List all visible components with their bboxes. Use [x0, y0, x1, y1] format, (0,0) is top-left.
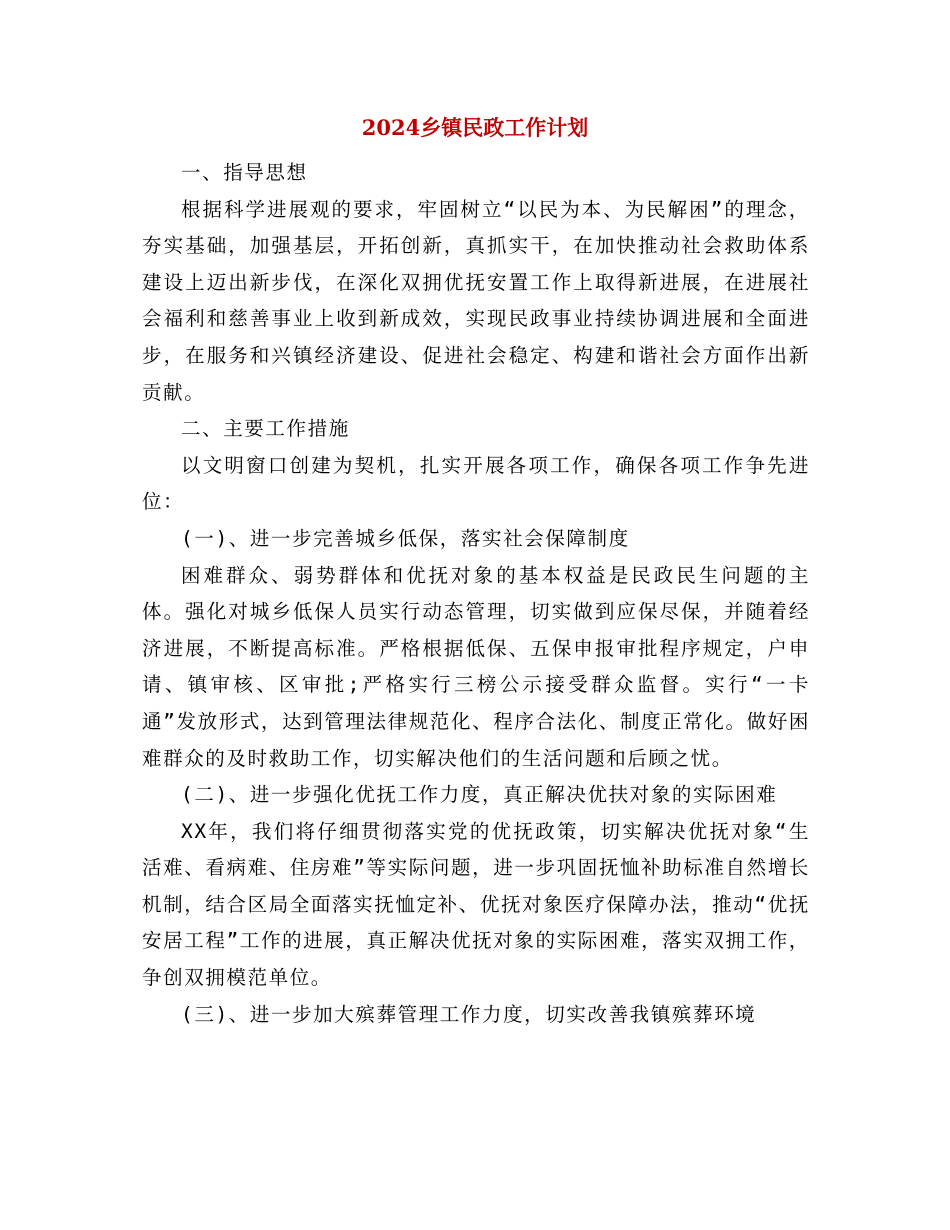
paragraph-subsection-1: 困难群众、弱势群体和优抚对象的基本权益是民政民生问题的主体。强化对城乡低保人员实行动态管理，切实做到应保尽保，并随着经济进展，不断提高标准。严格根据低保、五保申报审批程序规定，户申请、镇审核、区审批;严格实行三榜公示接受群众监督。实行“一卡通”发放形式，达到管理法律规范化、程序合法化、制度正常化。做好困难群众的及时救助工作，切实解决他们的生活问题和后顾之忧。 — [142, 563, 810, 770]
section-heading-main-measures: 二、主要工作措施 — [181, 417, 350, 441]
subsection-heading-2: (二)、进一步强化优抚工作力度，真正解决优扶对象的实际困难 — [181, 783, 778, 807]
subsection-heading-3: (三)、进一步加大殡葬管理工作力度，切实改善我镇殡葬环境 — [181, 1002, 757, 1026]
section-heading-guiding-ideology: 一、指导思想 — [181, 161, 308, 184]
paragraph-main-measures-intro: 以文明窗口创建为契机，扎实开展各项工作，确保各项工作争先进位： — [142, 453, 810, 514]
paragraph-guiding-ideology: 根据科学进展观的要求，牢固树立“以民为本、为民解困”的理念，夯实基础，加强基层，开拓创新，真抓实干，在加快推动社会救助体系建设上迈出新步伐，在深化双拥优抚安置工作上取得新进展，在进展社会福利和慈善事业上收到新成效，实现民政事业持续协调进展和全面进步，在服务和兴镇经济建设、促进社会稳定、构建和谐社会方面作出新贡献。 — [142, 197, 810, 404]
paragraph-subsection-2: XX年，我们将仔细贯彻落实党的优抚政策，切实解决优抚对象“生活难、看病难、住房难”等实际问题，进一步巩固抚恤补助标准自然增长机制，结合区局全面落实抚恤定补、优抚对象医疗保障办法，推动“优抚安居工程”工作的进展，真正解决优抚对象的实际困难，落实双拥工作，争创双拥模范单位。 — [142, 819, 810, 990]
document-title: 2024乡镇民政工作计划 — [361, 115, 589, 140]
document-body — [142, 155, 810, 1033]
subsection-heading-1: (一)、进一步完善城乡低保，落实社会保障制度 — [181, 526, 630, 550]
